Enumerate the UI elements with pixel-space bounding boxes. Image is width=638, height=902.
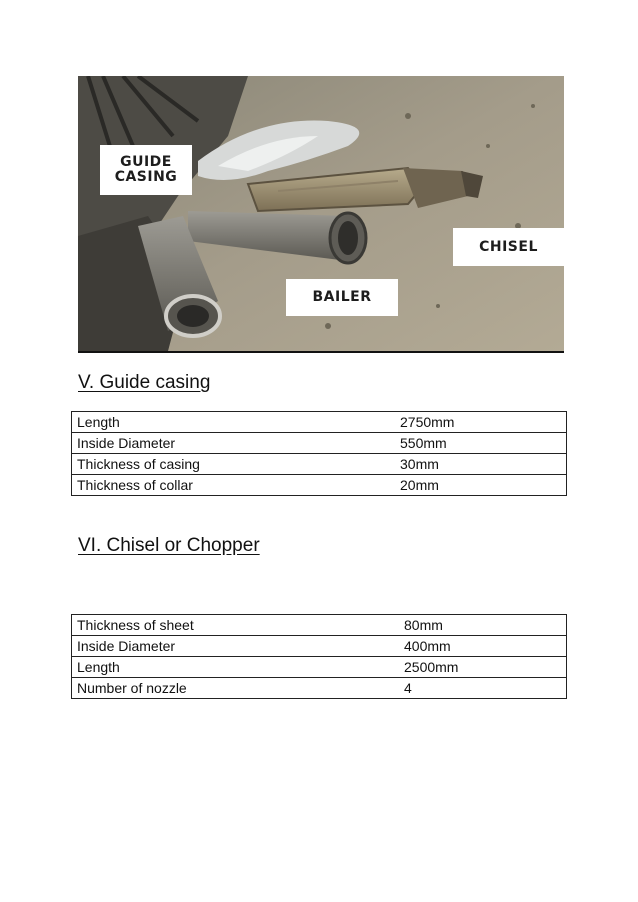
- equipment-photo: [78, 76, 564, 351]
- guide-casing-label: [100, 145, 192, 195]
- row-value: 20mm: [387, 475, 567, 496]
- guide-casing-label-line1: GUIDE: [120, 154, 172, 171]
- table-row: [72, 412, 567, 433]
- row-key: Inside Diameter: [72, 433, 388, 454]
- row-key: Inside Diameter: [72, 636, 388, 657]
- row-value: 4: [387, 678, 567, 699]
- table-row: [72, 636, 567, 657]
- row-value: 80mm: [387, 615, 567, 636]
- row-value: 2500mm: [387, 657, 567, 678]
- row-key: Thickness of sheet: [72, 615, 388, 636]
- table-row: [72, 615, 567, 636]
- table-row: [72, 678, 567, 699]
- table-row: [72, 657, 567, 678]
- photo-divider: [78, 351, 564, 353]
- guide-casing-table: [71, 411, 567, 496]
- row-key: Thickness of casing: [72, 454, 388, 475]
- bailer-label: BAILER: [286, 279, 398, 316]
- guide-casing-label-line2: CASING: [114, 169, 178, 185]
- section-title-guide-casing: V. Guide casing: [78, 372, 211, 393]
- row-value: 550mm: [387, 433, 567, 454]
- row-key: Number of nozzle: [72, 678, 388, 699]
- table-row: [72, 475, 567, 496]
- row-value: 2750mm: [387, 412, 567, 433]
- table-row: [72, 454, 567, 475]
- section-title-chisel-or-chopper: VI. Chisel or Chopper: [78, 535, 260, 556]
- row-value: 30mm: [387, 454, 567, 475]
- chisel-table: [71, 614, 567, 699]
- row-key: Length: [72, 412, 388, 433]
- table-row: [72, 433, 567, 454]
- row-key: Length: [72, 657, 388, 678]
- chisel-label: CHISEL: [453, 228, 564, 266]
- row-value: 400mm: [387, 636, 567, 657]
- row-key: Thickness of collar: [72, 475, 388, 496]
